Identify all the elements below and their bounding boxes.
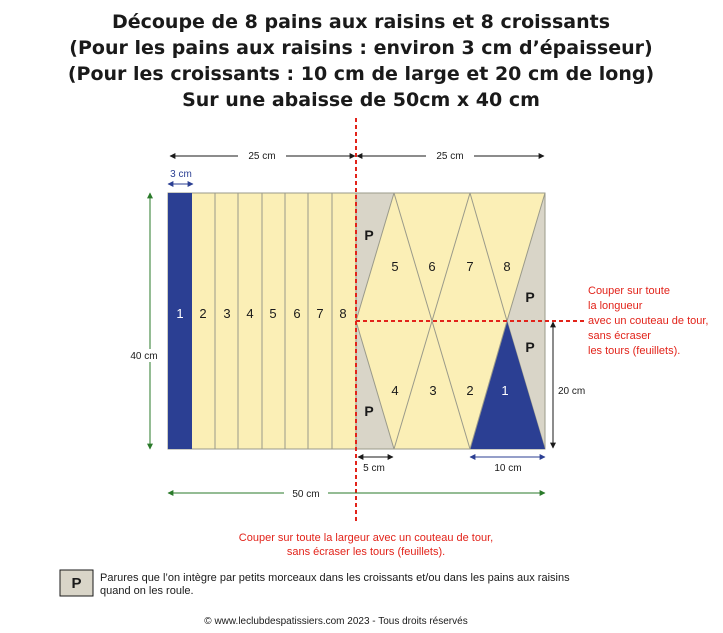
legend-symbol: P <box>71 575 82 592</box>
title-line-2: (Pour les pains aux raisins : environ 3 cm d’épaisseur) <box>69 37 653 59</box>
strip-label-1: 1 <box>176 306 184 321</box>
instruction-horizontal-4: sans écraser <box>588 330 651 342</box>
strip-label-8: 8 <box>339 306 347 321</box>
legend-text-1: Parures que l’on intègre par petits morceaux dans les croissants et/ou dans les pains aux raisins <box>100 572 570 584</box>
title-line-4: Sur une abaisse de 50cm x 40 cm <box>182 89 540 111</box>
scrap-label-top-left: P <box>364 227 374 243</box>
dim-strip-width-label: 3 cm <box>170 169 192 180</box>
dim-croissant-base-label: 10 cm <box>494 463 522 474</box>
scrap-label-right-upper: P <box>525 289 535 305</box>
dim-left-half-label: 25 cm <box>248 151 276 162</box>
title-line-3: (Pour les croissants : 10 cm de large et 20 cm de long) <box>67 63 655 85</box>
croissant-label-1: 1 <box>501 383 509 398</box>
footer-copyright: © www.leclubdespatissiers.com 2023 - Tous droits réservés <box>204 616 468 627</box>
instruction-vertical-2: sans écraser les tours (feuillets). <box>286 546 446 558</box>
strip-label-7: 7 <box>316 306 324 321</box>
strip-label-5: 5 <box>269 306 277 321</box>
dim-total-width-label: 50 cm <box>292 489 320 500</box>
strip-1 <box>168 193 192 449</box>
dim-croissant-height-label: 20 cm <box>558 386 586 397</box>
croissant-label-3: 3 <box>429 383 437 398</box>
dim-right-half-label: 25 cm <box>436 151 464 162</box>
strip-label-3: 3 <box>223 306 231 321</box>
dim-offset-label: 5 cm <box>363 463 385 474</box>
instruction-horizontal-5: les tours (feuillets). <box>588 345 681 357</box>
croissant-label-4: 4 <box>391 383 399 398</box>
dim-height-label: 40 cm <box>130 351 158 362</box>
scrap-label-bottom-left: P <box>364 403 374 419</box>
strip-label-4: 4 <box>246 306 254 321</box>
legend-text-2: quand on les roule. <box>100 585 194 597</box>
croissant-label-7: 7 <box>466 259 474 274</box>
croissant-label-5: 5 <box>391 259 399 274</box>
instruction-vertical-1: Couper sur toute la largeur avec un couteau de tour, <box>238 532 494 544</box>
croissant-label-8: 8 <box>503 259 511 274</box>
title-line-1: Découpe de 8 pains aux raisins et 8 croissants <box>111 11 611 33</box>
strip-label-2: 2 <box>199 306 207 321</box>
instruction-horizontal-2: la longueur <box>588 300 643 312</box>
croissant-label-2: 2 <box>466 383 474 398</box>
instruction-horizontal-1: Couper sur toute <box>588 285 670 297</box>
croissant-label-6: 6 <box>428 259 436 274</box>
scrap-label-right-lower: P <box>525 339 535 355</box>
strip-label-6: 6 <box>293 306 301 321</box>
instruction-horizontal-3: avec un couteau de tour, <box>588 315 709 327</box>
